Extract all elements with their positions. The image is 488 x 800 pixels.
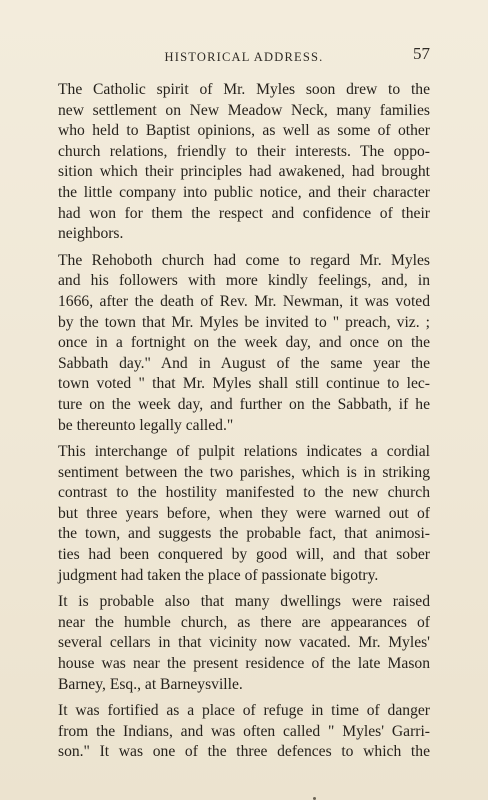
paragraph <box>58 80 430 245</box>
paragraph <box>58 592 430 695</box>
text-line: contrast to the hostility manifested to the new church <box>58 484 430 502</box>
text-line: near the humble church, as there are appearances of <box>58 613 430 631</box>
text-line: judgment had taken the place of passionate bigotry. <box>58 566 379 584</box>
text-line: town voted " that Mr. Myles shall still continue to lec- <box>58 375 430 393</box>
text-line: church relations, friendly to their interests. The oppo- <box>58 142 430 160</box>
text-line: but three years before, when they were warned out of <box>58 504 430 522</box>
paragraph <box>58 251 430 436</box>
text-line: be thereunto legally called." <box>58 416 234 434</box>
text-line: son." It was one of the three defences to which the <box>58 743 430 761</box>
body-text <box>58 80 430 769</box>
text-line: The Catholic spirit of Mr. Myles soon drew to the <box>58 81 430 98</box>
text-line: by the town that Mr. Myles be invited to " preach, viz. ; <box>58 313 430 331</box>
text-line: The Rehoboth church had come to regard Mr. Myles <box>58 251 430 269</box>
text-line: neighbors. <box>58 225 124 243</box>
paragraph <box>58 442 430 586</box>
text-line: the town, and suggests the probable fact, that animosi- <box>58 525 430 543</box>
page-header <box>0 44 488 68</box>
text-line: sentiment between the two parishes, which is in striking <box>58 463 430 481</box>
page-number: 57 <box>413 44 430 63</box>
text-line: ties had been conquered by good will, and that sober <box>58 546 430 564</box>
paragraph <box>58 701 430 763</box>
running-head: HISTORICAL ADDRESS. <box>164 50 324 64</box>
text-line: new settlement on New Meadow Neck, many families <box>58 101 430 119</box>
text-line: Barney, Esq., at Barneysville. <box>58 675 243 693</box>
text-line: Sabbath day." And in August of the same year the <box>58 354 430 372</box>
text-line: several cellars in that vicinity now vacated. Mr. Myles' <box>58 634 430 652</box>
text-line: the little company into public notice, and their character <box>58 183 430 201</box>
text-line: This interchange of pulpit relations indicates a cordial <box>58 443 430 461</box>
text-line: sition which their principles had awakened, had brought <box>58 163 430 181</box>
text-line: had won for them the respect and confidence of their <box>58 204 430 222</box>
text-line: who held to Baptist opinions, as well as some of other <box>58 122 430 140</box>
text-line: and his followers with more kindly feelings, and, in <box>58 272 430 290</box>
text-line: 1666, after the death of Rev. Mr. Newman, it was voted <box>58 292 430 310</box>
text-line: once in a fortnight on the week day, and once on the <box>58 334 430 352</box>
text-line: house was near the present residence of the late Mason <box>58 655 430 673</box>
text-line: It is probable also that many dwellings were raised <box>58 593 430 611</box>
text-line: ture on the week day, and further on the Sabbath, if he <box>58 395 430 413</box>
text-line: It was fortified as a place of refuge in time of danger <box>58 702 430 720</box>
text-line: from the Indians, and was often called " Myles' Garri- <box>58 722 430 740</box>
